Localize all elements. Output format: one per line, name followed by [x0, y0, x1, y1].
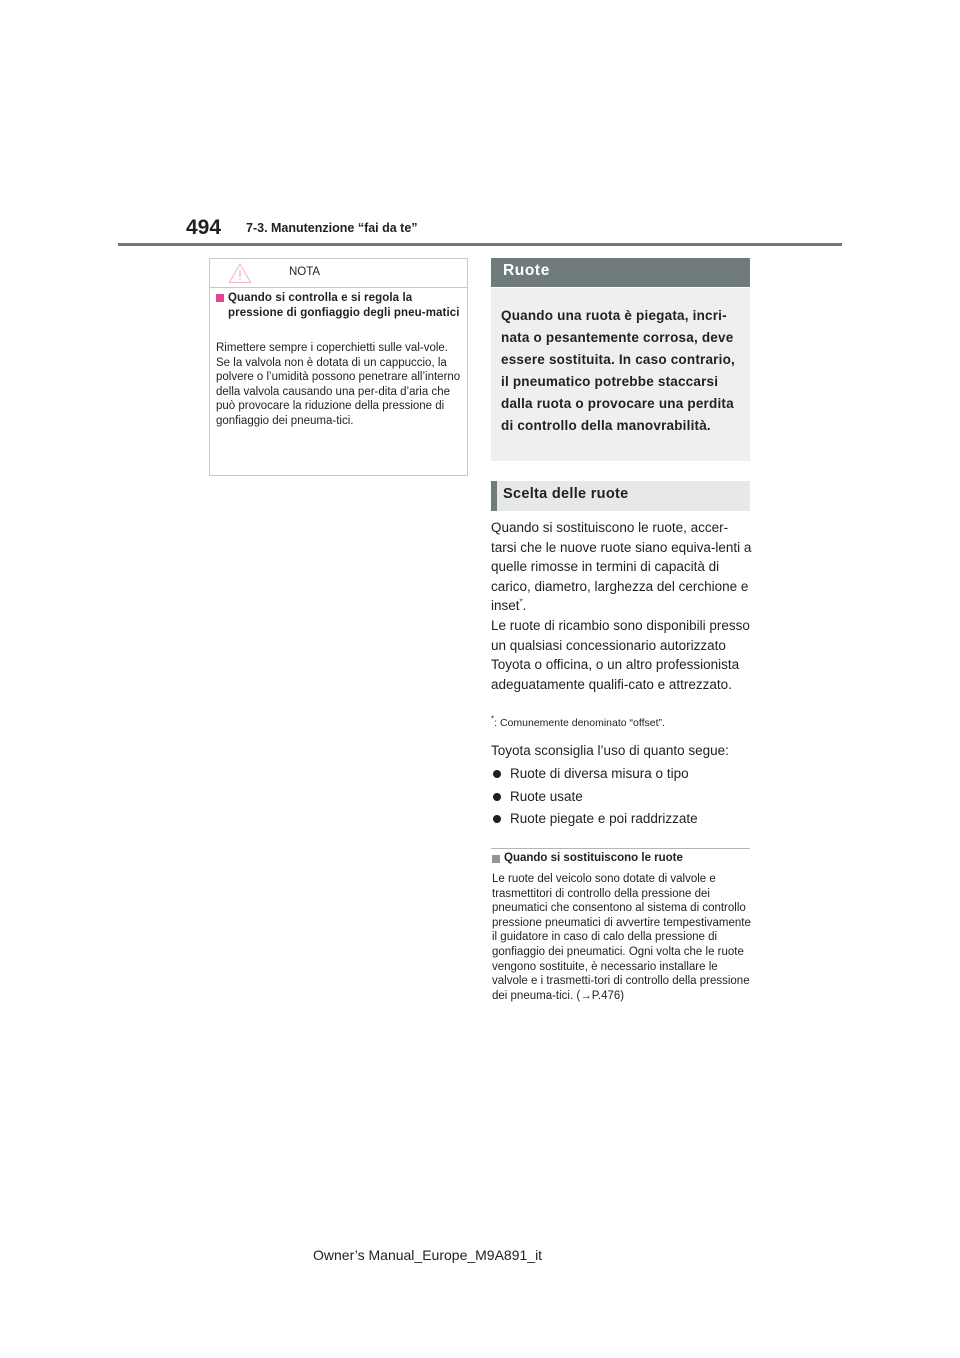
footnote-marker: * [491, 714, 495, 724]
subsection-marker [492, 855, 500, 863]
subsection-marker [216, 294, 224, 302]
bullet-icon [493, 793, 501, 801]
scelta-paragraph-1-end: . [522, 598, 527, 614]
warning-triangle-icon [228, 262, 252, 284]
nota-label: NOTA [289, 266, 321, 278]
page-number: 494 [186, 216, 222, 239]
scelta-paragraph-2: Le ruote di ricambio sono disponibili presso un qualsiasi concessionario autorizzato Toyota o officina, o un altro professionista adeguatamente qualifi-cato e attrezzato. [491, 617, 750, 692]
nota-subtitle: Quando si controlla e si regola la pressione di gonfiaggio degli pneu-matici [228, 292, 460, 319]
recommendation-text: Toyota sconsiglia l’uso di quanto segue: [491, 743, 729, 758]
list-item-text: Ruote di diversa misura o tipo [510, 766, 689, 781]
list-item-text: Ruote piegate e poi raddrizzate [510, 811, 698, 826]
footnote [491, 716, 753, 730]
nota-header [210, 259, 467, 288]
ruote-summary-text: Quando una ruota è piegata, incri-nata o pesantemente corrosa, deve essere sostituita. In caso contrario, il pneumatico potrebbe staccarsi dalla ruota o provocare una perdita di controllo della manovrabilità. [501, 308, 735, 433]
nota-box [209, 258, 468, 476]
list-item-text: Ruote usate [510, 789, 583, 804]
ruote-title: Ruote [503, 262, 550, 279]
info-divider [491, 848, 750, 849]
footnote-marker: * [519, 597, 523, 607]
bullet-icon [493, 770, 501, 778]
scelta-main-text [491, 518, 753, 694]
footnote-text: : Comunemente denominato “offset”. [494, 717, 665, 729]
scelta-heading-bar [491, 481, 750, 511]
header-rule [118, 243, 842, 246]
section-title: 7-3. Manutenzione “fai da te” [246, 221, 418, 235]
scelta-title: Scelta delle ruote [503, 486, 629, 502]
bullet-icon [493, 815, 501, 823]
scelta-paragraph-1-text: Quando si sostituiscono le ruote, accer-tarsi che le nuove ruote siano equiva-lenti a quelle rimosse in termini di capacità di carico, diametro, larghezza del cerchione e inset [491, 520, 752, 614]
nota-body: Rimettere sempre i coperchietti sulle val-vole. Se la valvola non è dotata di un cappuccio, la polvere o l’umidità possono penetrare all’interno della valvola causando una per-dita d’aria che può provocare la riduzione della pressione di gonfiaggio dei pneuma-tici. [216, 342, 461, 427]
ruote-heading-bar [491, 258, 750, 287]
ruote-summary-box [491, 288, 750, 461]
info-body: Le ruote del veicolo sono dotate di valvole e trasmettitori di controllo della pressione dei pneumatici che consentono al sistema di controllo pressione pneumatici di avvertire tempestivamente il guidatore in caso di calo della pressione di gonfiaggio dei pneumatici. Ogni volta che le ruote vengono sostituite, è necessario installare le valvole e i trasmetti-tori di controllo della pressione dei pneuma-tici. (→P.476) [492, 873, 751, 1002]
footer-text: Owner’s Manual_Europe_M9A891_it [313, 1247, 543, 1263]
scelta-paragraph-1 [491, 518, 753, 616]
info-title: Quando si sostituiscono le ruote [504, 852, 683, 864]
heading-accent [491, 481, 497, 511]
